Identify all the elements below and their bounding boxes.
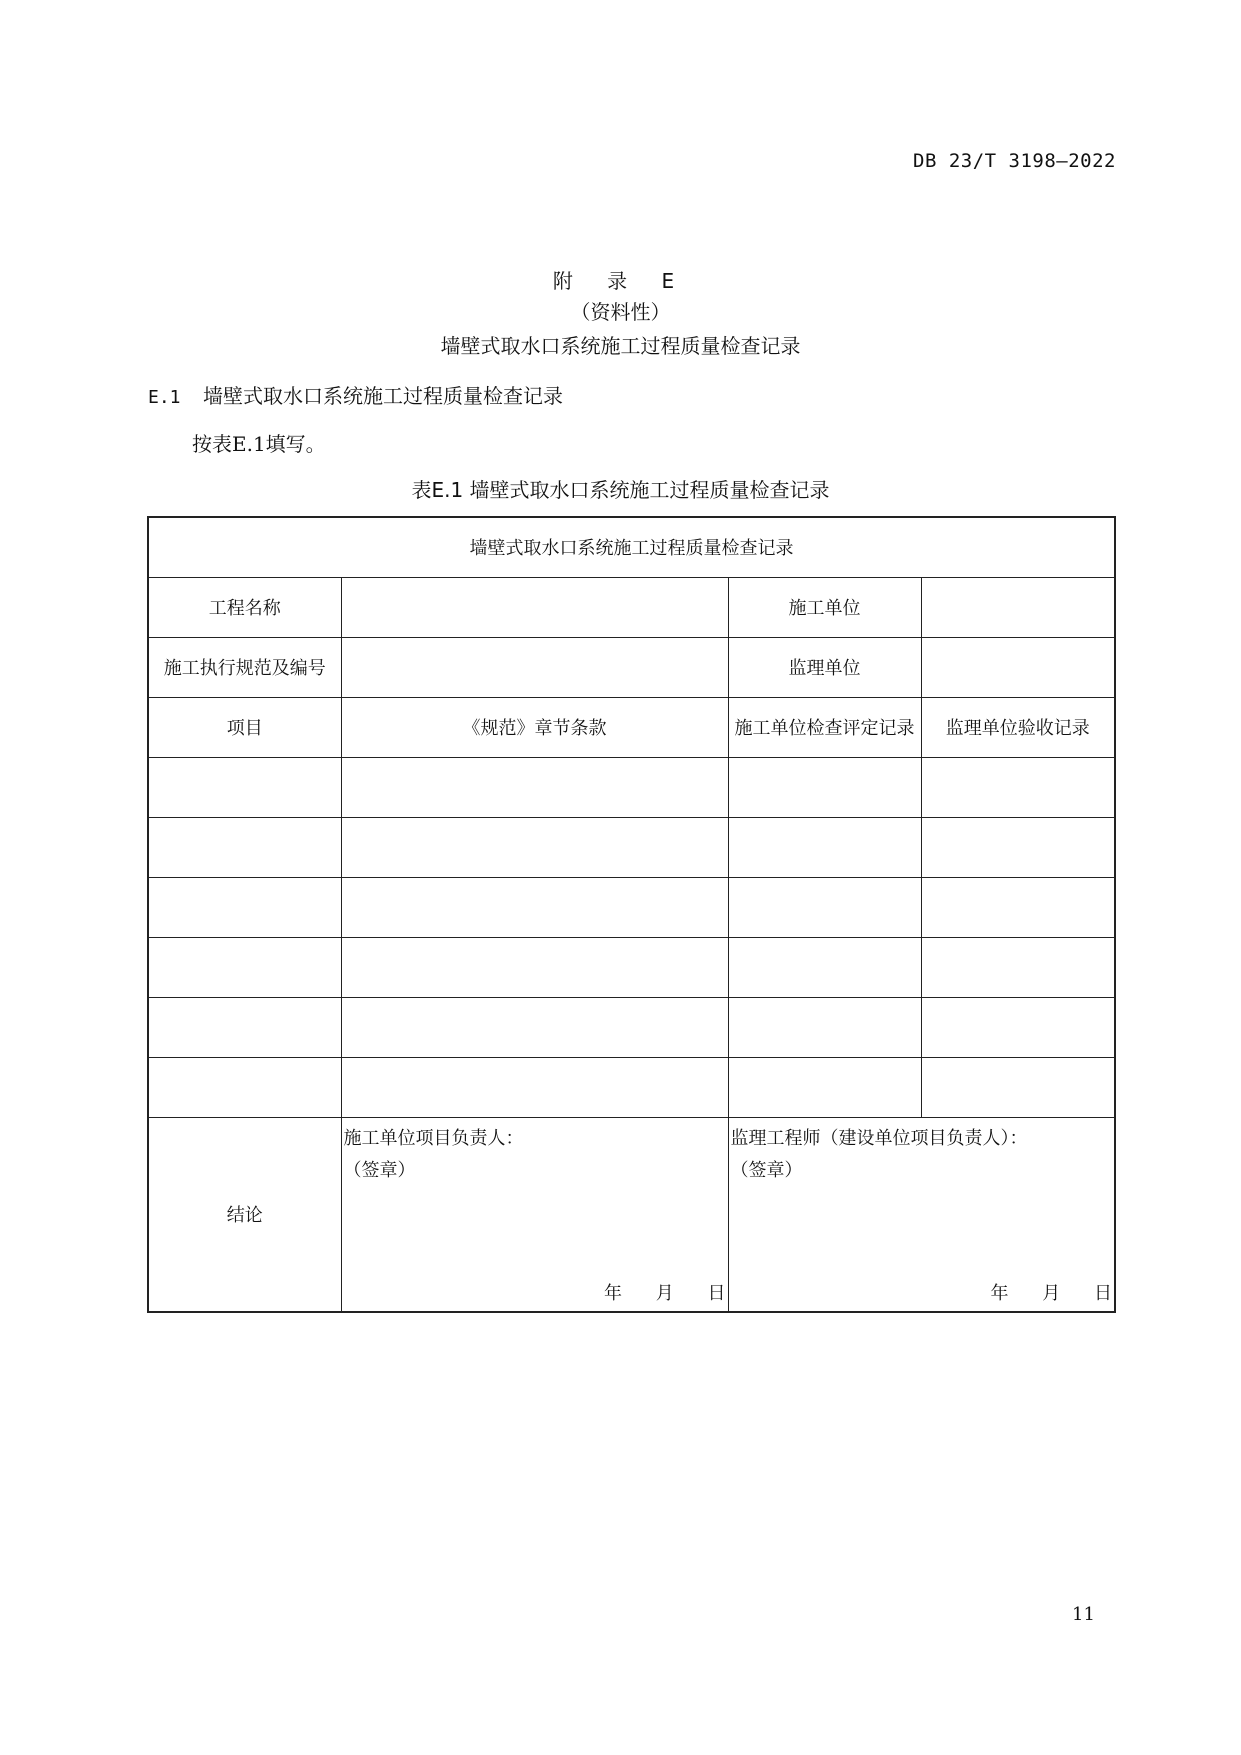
supervision-signature-cell[interactable]	[728, 1117, 1115, 1312]
table-cell[interactable]	[728, 817, 921, 877]
table-cell[interactable]	[341, 757, 728, 817]
project-name-value[interactable]	[341, 577, 728, 637]
conclusion-label: 结论	[148, 1117, 341, 1312]
section-body: 按表E.1填写。	[192, 432, 326, 456]
supervision-unit-label: 监理单位	[728, 637, 921, 697]
spec-row	[148, 637, 1115, 697]
supervision-unit-value[interactable]	[921, 637, 1115, 697]
table-cell[interactable]	[341, 997, 728, 1057]
appendix-nature: （资料性）	[570, 300, 671, 324]
table-cell[interactable]	[341, 937, 728, 997]
appendix-label: 附 录 E	[552, 269, 689, 293]
table-row	[148, 817, 1115, 877]
page-number: 11	[1072, 1604, 1095, 1625]
spec-value[interactable]	[341, 637, 728, 697]
table-cell[interactable]	[148, 817, 341, 877]
table-cell[interactable]	[921, 997, 1115, 1057]
table-cell[interactable]	[148, 997, 341, 1057]
construction-unit-value[interactable]	[921, 577, 1115, 637]
construction-signature-cell[interactable]	[341, 1117, 728, 1312]
quality-record-table	[147, 516, 1116, 1313]
table-cell[interactable]	[148, 877, 341, 937]
table-row	[148, 1057, 1115, 1117]
table-cell[interactable]	[148, 757, 341, 817]
table-cell[interactable]	[148, 1057, 341, 1117]
table-row	[148, 757, 1115, 817]
table-cell[interactable]	[921, 937, 1115, 997]
appendix-title: 墙壁式取水口系统施工过程质量检查记录	[440, 334, 801, 358]
table-cell[interactable]	[921, 817, 1115, 877]
table-row	[148, 877, 1115, 937]
supervision-seal-label: （签章）	[730, 1159, 803, 1181]
table-title: 墙壁式取水口系统施工过程质量检查记录	[148, 517, 1115, 577]
table-cell[interactable]	[921, 757, 1115, 817]
table-cell[interactable]	[728, 757, 921, 817]
table-cell[interactable]	[341, 877, 728, 937]
project-row	[148, 577, 1115, 637]
table-caption: 表E.1 墙壁式取水口系统施工过程质量检查记录	[411, 478, 830, 502]
section-title: 墙壁式取水口系统施工过程质量检查记录	[203, 384, 563, 408]
table-cell[interactable]	[341, 1057, 728, 1117]
col-header-supervision-record: 监理单位验收记录	[921, 697, 1115, 757]
conclusion-row	[148, 1117, 1115, 1312]
table-cell[interactable]	[728, 1057, 921, 1117]
table-cell[interactable]	[921, 1057, 1115, 1117]
construction-signer-label: 施工单位项目负责人：	[343, 1127, 524, 1149]
construction-seal-label: （签章）	[343, 1159, 416, 1181]
section-heading	[148, 380, 563, 409]
standard-code: DB 23/T 3198—2022	[913, 150, 1116, 172]
supervision-sign-date: 年 月 日	[990, 1283, 1112, 1304]
table-cell[interactable]	[728, 877, 921, 937]
col-header-clause: 《规范》章节条款	[341, 697, 728, 757]
project-name-label: 工程名称	[148, 577, 341, 637]
table-title-row	[148, 517, 1115, 577]
col-header-construction-record: 施工单位检查评定记录	[728, 697, 921, 757]
section-number: E.1	[148, 387, 181, 408]
col-header-item: 项目	[148, 697, 341, 757]
supervision-signer-label: 监理工程师（建设单位项目负责人）：	[730, 1127, 1028, 1149]
construction-sign-date: 年 月 日	[604, 1283, 726, 1304]
table-cell[interactable]	[148, 937, 341, 997]
table-cell[interactable]	[341, 817, 728, 877]
table-cell[interactable]	[728, 997, 921, 1057]
table-cell[interactable]	[921, 877, 1115, 937]
column-header-row	[148, 697, 1115, 757]
construction-unit-label: 施工单位	[728, 577, 921, 637]
spec-label: 施工执行规范及编号	[148, 637, 341, 697]
table-row	[148, 997, 1115, 1057]
table-cell[interactable]	[728, 937, 921, 997]
table-row	[148, 937, 1115, 997]
